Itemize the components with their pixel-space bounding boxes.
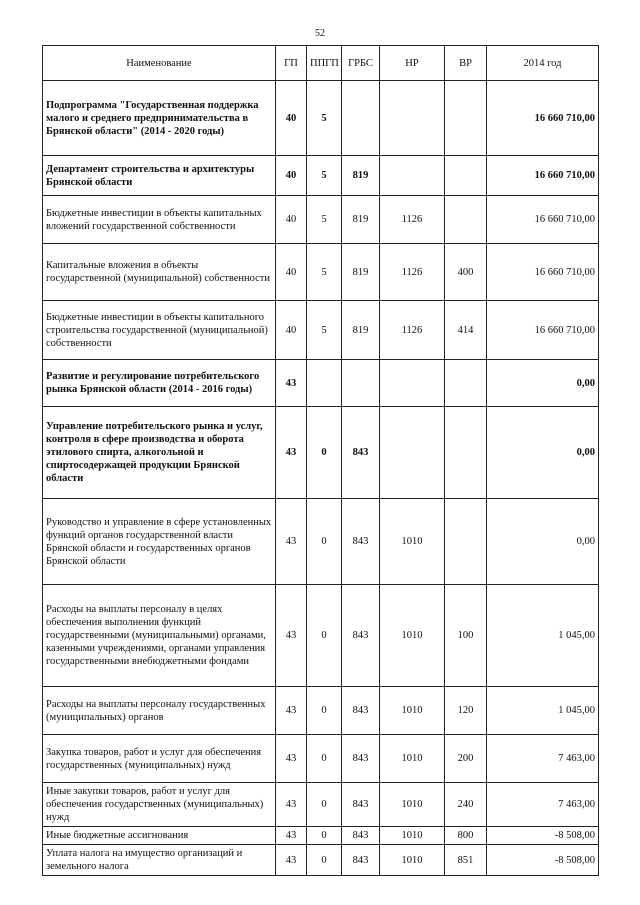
table-row bbox=[43, 407, 599, 499]
cell-grbs: 843 bbox=[342, 783, 380, 827]
cell-grbs: 819 bbox=[342, 196, 380, 244]
cell-amount: 1 045,00 bbox=[487, 585, 599, 687]
cell-vr: 200 bbox=[445, 735, 487, 783]
cell-grbs: 843 bbox=[342, 687, 380, 735]
cell-nr bbox=[380, 156, 445, 196]
cell-nr: 1010 bbox=[380, 499, 445, 585]
cell-vr bbox=[445, 360, 487, 407]
cell-amount: 7 463,00 bbox=[487, 783, 599, 827]
cell-ppgp: 0 bbox=[307, 783, 342, 827]
cell-ppgp: 0 bbox=[307, 585, 342, 687]
table-row bbox=[43, 827, 599, 845]
cell-ppgp: 0 bbox=[307, 687, 342, 735]
cell-name: Департамент строительства и архитектуры Брянской области bbox=[43, 156, 276, 196]
cell-grbs: 843 bbox=[342, 585, 380, 687]
cell-nr bbox=[380, 360, 445, 407]
cell-name: Иные закупки товаров, работ и услуг для обеспечения государственных (муниципальных) нужд bbox=[43, 783, 276, 827]
cell-nr: 1010 bbox=[380, 845, 445, 876]
cell-amount: -8 508,00 bbox=[487, 845, 599, 876]
cell-name: Расходы на выплаты персоналу государственных (муниципальных) органов bbox=[43, 687, 276, 735]
table-row bbox=[43, 783, 599, 827]
table-row bbox=[43, 845, 599, 876]
cell-ppgp: 5 bbox=[307, 244, 342, 301]
cell-name: Иные бюджетные ассигнования bbox=[43, 827, 276, 845]
cell-nr: 1010 bbox=[380, 827, 445, 845]
cell-ppgp: 5 bbox=[307, 81, 342, 156]
cell-ppgp bbox=[307, 360, 342, 407]
cell-grbs bbox=[342, 360, 380, 407]
cell-nr: 1010 bbox=[380, 735, 445, 783]
cell-nr: 1010 bbox=[380, 783, 445, 827]
header-row bbox=[43, 46, 599, 81]
cell-vr: 851 bbox=[445, 845, 487, 876]
cell-vr: 100 bbox=[445, 585, 487, 687]
table-row bbox=[43, 301, 599, 360]
cell-name: Подпрограмма "Государственная поддержка малого и среднего предпринимательства в Брянской области" (2014 - 2020 годы) bbox=[43, 81, 276, 156]
cell-name: Расходы на выплаты персоналу в целях обеспечения выполнения функций государственными (муниципальными) органами, казенными учреждениями, органами управления государственными внебюджетными фондами bbox=[43, 585, 276, 687]
cell-grbs: 843 bbox=[342, 499, 380, 585]
cell-amount: 0,00 bbox=[487, 499, 599, 585]
cell-nr bbox=[380, 81, 445, 156]
cell-amount: -8 508,00 bbox=[487, 827, 599, 845]
cell-gp: 43 bbox=[276, 827, 307, 845]
cell-grbs: 819 bbox=[342, 301, 380, 360]
table-row bbox=[43, 687, 599, 735]
cell-amount: 16 660 710,00 bbox=[487, 301, 599, 360]
cell-name: Руководство и управление в сфере установленных функций органов государственной власти Брянской области и государственных органов Брянской области bbox=[43, 499, 276, 585]
cell-vr: 120 bbox=[445, 687, 487, 735]
cell-amount: 1 045,00 bbox=[487, 687, 599, 735]
header-nr: НР bbox=[380, 46, 445, 81]
cell-gp: 43 bbox=[276, 585, 307, 687]
cell-ppgp: 0 bbox=[307, 499, 342, 585]
cell-ppgp: 0 bbox=[307, 845, 342, 876]
cell-gp: 43 bbox=[276, 687, 307, 735]
budget-table bbox=[42, 45, 599, 876]
header-vr: ВР bbox=[445, 46, 487, 81]
cell-gp: 40 bbox=[276, 81, 307, 156]
cell-gp: 43 bbox=[276, 783, 307, 827]
cell-gp: 40 bbox=[276, 156, 307, 196]
cell-gp: 40 bbox=[276, 196, 307, 244]
cell-nr: 1126 bbox=[380, 301, 445, 360]
cell-ppgp: 0 bbox=[307, 827, 342, 845]
cell-name: Бюджетные инвестиции в объекты капитальных вложений государственной собственности bbox=[43, 196, 276, 244]
cell-gp: 43 bbox=[276, 735, 307, 783]
cell-grbs: 843 bbox=[342, 735, 380, 783]
cell-amount: 0,00 bbox=[487, 407, 599, 499]
cell-name: Развитие и регулирование потребительского рынка Брянской области (2014 - 2016 годы) bbox=[43, 360, 276, 407]
header-grbs: ГРБС bbox=[342, 46, 380, 81]
cell-amount: 7 463,00 bbox=[487, 735, 599, 783]
table-row bbox=[43, 735, 599, 783]
cell-vr: 400 bbox=[445, 244, 487, 301]
table-row bbox=[43, 499, 599, 585]
table-row bbox=[43, 585, 599, 687]
cell-grbs: 843 bbox=[342, 827, 380, 845]
cell-vr bbox=[445, 499, 487, 585]
cell-nr: 1126 bbox=[380, 196, 445, 244]
cell-amount: 16 660 710,00 bbox=[487, 81, 599, 156]
cell-grbs: 843 bbox=[342, 407, 380, 499]
cell-grbs: 819 bbox=[342, 156, 380, 196]
table-row bbox=[43, 196, 599, 244]
cell-amount: 0,00 bbox=[487, 360, 599, 407]
cell-grbs bbox=[342, 81, 380, 156]
page-number: 52 bbox=[315, 28, 325, 39]
header-ppgp: ППГП bbox=[307, 46, 342, 81]
cell-nr: 1126 bbox=[380, 244, 445, 301]
cell-nr bbox=[380, 407, 445, 499]
cell-vr bbox=[445, 81, 487, 156]
cell-name: Бюджетные инвестиции в объекты капитального строительства государственной (муниципальной) собственности bbox=[43, 301, 276, 360]
cell-ppgp: 5 bbox=[307, 156, 342, 196]
cell-grbs: 843 bbox=[342, 845, 380, 876]
cell-gp: 43 bbox=[276, 499, 307, 585]
cell-ppgp: 5 bbox=[307, 301, 342, 360]
cell-gp: 43 bbox=[276, 407, 307, 499]
cell-ppgp: 0 bbox=[307, 735, 342, 783]
cell-vr bbox=[445, 156, 487, 196]
table-row bbox=[43, 244, 599, 301]
cell-vr bbox=[445, 407, 487, 499]
cell-amount: 16 660 710,00 bbox=[487, 156, 599, 196]
cell-amount: 16 660 710,00 bbox=[487, 196, 599, 244]
cell-nr: 1010 bbox=[380, 585, 445, 687]
cell-vr: 240 bbox=[445, 783, 487, 827]
cell-gp: 40 bbox=[276, 301, 307, 360]
cell-gp: 40 bbox=[276, 244, 307, 301]
cell-vr: 800 bbox=[445, 827, 487, 845]
cell-vr bbox=[445, 196, 487, 244]
cell-gp: 43 bbox=[276, 360, 307, 407]
cell-nr: 1010 bbox=[380, 687, 445, 735]
cell-name: Закупка товаров, работ и услуг для обеспечения государственных (муниципальных) нужд bbox=[43, 735, 276, 783]
header-name: Наименование bbox=[43, 46, 276, 81]
cell-vr: 414 bbox=[445, 301, 487, 360]
cell-name: Управление потребительского рынка и услуг, контроля в сфере производства и оборота этилового спирта, алкогольной и спиртосодержащей продукции Брянской области bbox=[43, 407, 276, 499]
cell-ppgp: 5 bbox=[307, 196, 342, 244]
cell-amount: 16 660 710,00 bbox=[487, 244, 599, 301]
cell-ppgp: 0 bbox=[307, 407, 342, 499]
header-amount: 2014 год bbox=[487, 46, 599, 81]
table-row bbox=[43, 81, 599, 156]
table-row bbox=[43, 156, 599, 196]
cell-grbs: 819 bbox=[342, 244, 380, 301]
table-row bbox=[43, 360, 599, 407]
cell-name: Уплата налога на имущество организаций и земельного налога bbox=[43, 845, 276, 876]
cell-name: Капитальные вложения в объекты государственной (муниципальной) собственности bbox=[43, 244, 276, 301]
cell-gp: 43 bbox=[276, 845, 307, 876]
header-gp: ГП bbox=[276, 46, 307, 81]
